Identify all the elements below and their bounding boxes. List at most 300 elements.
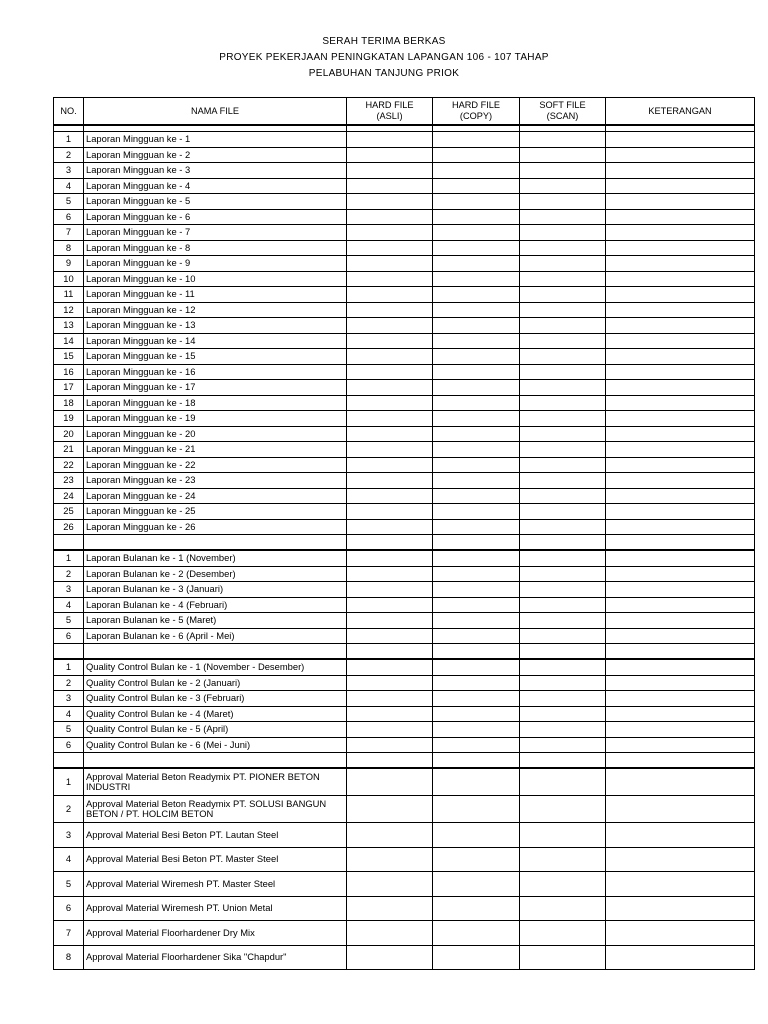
hard-file-original-cell <box>347 566 433 582</box>
soft-file-cell <box>520 582 606 598</box>
table-row <box>54 706 755 722</box>
hard-file-original-cell <box>347 597 433 613</box>
file-name: Laporan Mingguan ke - 1 <box>84 132 347 148</box>
hard-file-copy-cell <box>433 333 520 349</box>
keterangan-cell <box>606 488 755 504</box>
file-name: Approval Material Floorhardener Dry Mix <box>84 921 347 946</box>
file-name: Approval Material Wiremesh PT. Union Metal <box>84 896 347 921</box>
hard-file-copy-cell <box>433 364 520 380</box>
hard-file-copy-cell <box>433 457 520 473</box>
file-name: Laporan Mingguan ke - 6 <box>84 209 347 225</box>
hard-file-original-cell <box>347 823 433 848</box>
row-number: 10 <box>54 271 84 287</box>
document-header <box>0 34 768 82</box>
soft-file-cell <box>520 691 606 707</box>
keterangan-cell <box>606 796 755 823</box>
table-row <box>54 163 755 179</box>
file-name: Laporan Mingguan ke - 11 <box>84 287 347 303</box>
project-name: PROYEK PEKERJAAN PENINGKATAN LAPANGAN 106 - 107 TAHAP <box>219 52 549 63</box>
hard-file-original-cell <box>347 737 433 753</box>
row-number: 1 <box>54 550 84 566</box>
soft-file-cell <box>520 132 606 148</box>
keterangan-cell <box>606 240 755 256</box>
hard-file-original-cell <box>347 457 433 473</box>
table-row <box>54 659 755 675</box>
spacer-row <box>54 644 755 660</box>
column-header-hard-file-copy <box>433 98 520 126</box>
table-row <box>54 582 755 598</box>
keterangan-cell <box>606 333 755 349</box>
project-location: PELABUHAN TANJUNG PRIOK <box>308 68 460 79</box>
row-number: 3 <box>54 163 84 179</box>
row-number: 2 <box>54 147 84 163</box>
row-number: 5 <box>54 722 84 738</box>
file-name: Approval Material Beton Readymix PT. PIONER BETON INDUSTRI <box>84 768 347 796</box>
row-number: 6 <box>54 737 84 753</box>
empty-cell-name <box>84 644 347 660</box>
table-row <box>54 349 755 365</box>
empty-cell-keterangan <box>606 535 755 551</box>
hard-file-copy-cell <box>433 921 520 946</box>
file-name: Laporan Mingguan ke - 24 <box>84 488 347 504</box>
soft-file-cell <box>520 519 606 535</box>
keterangan-cell <box>606 706 755 722</box>
soft-file-cell <box>520 722 606 738</box>
column-header-soft-file <box>520 98 606 126</box>
keterangan-cell <box>606 847 755 872</box>
hard-file-copy-cell <box>433 872 520 897</box>
empty-cell-hard-copy <box>433 535 520 551</box>
file-name: Approval Material Besi Beton PT. Master Steel <box>84 847 347 872</box>
hard-file-original-cell <box>347 395 433 411</box>
empty-cell-name <box>84 535 347 551</box>
file-name: Laporan Mingguan ke - 2 <box>84 147 347 163</box>
row-number: 22 <box>54 457 84 473</box>
empty-cell-soft <box>520 644 606 660</box>
row-number: 9 <box>54 256 84 272</box>
row-number: 26 <box>54 519 84 535</box>
empty-cell-hard-copy <box>433 753 520 769</box>
row-number: 4 <box>54 847 84 872</box>
asli-label: (ASLI) <box>376 111 403 121</box>
empty-cell-keterangan <box>606 644 755 660</box>
hard-file-copy-cell <box>433 225 520 241</box>
row-number: 6 <box>54 628 84 644</box>
file-name: Laporan Bulanan ke - 2 (Desember) <box>84 566 347 582</box>
soft-file-cell <box>520 597 606 613</box>
hard-file-original-cell <box>347 722 433 738</box>
hard-file-original-cell <box>347 945 433 970</box>
file-handover-table <box>53 97 755 970</box>
keterangan-cell <box>606 271 755 287</box>
table-row <box>54 921 755 946</box>
row-number: 5 <box>54 613 84 629</box>
row-number: 1 <box>54 132 84 148</box>
hard-file-original-cell <box>347 896 433 921</box>
hard-file-copy-cell <box>433 613 520 629</box>
file-name: Laporan Mingguan ke - 26 <box>84 519 347 535</box>
row-number: 17 <box>54 380 84 396</box>
hard-file-original-cell <box>347 550 433 566</box>
keterangan-cell <box>606 945 755 970</box>
row-number: 21 <box>54 442 84 458</box>
hard-file-original-cell <box>347 519 433 535</box>
row-number: 8 <box>54 240 84 256</box>
file-name: Laporan Mingguan ke - 17 <box>84 380 347 396</box>
row-number: 3 <box>54 582 84 598</box>
table-row <box>54 287 755 303</box>
hard-file-copy-cell <box>433 582 520 598</box>
soft-file-cell <box>520 823 606 848</box>
row-number: 23 <box>54 473 84 489</box>
hard-file-label: HARD FILE <box>365 100 414 110</box>
hard-file-copy-cell <box>433 488 520 504</box>
file-name: Laporan Mingguan ke - 18 <box>84 395 347 411</box>
file-name: Laporan Mingguan ke - 25 <box>84 504 347 520</box>
row-number: 7 <box>54 225 84 241</box>
keterangan-cell <box>606 132 755 148</box>
soft-file-cell <box>520 380 606 396</box>
hard-file-original-cell <box>347 240 433 256</box>
row-number: 4 <box>54 597 84 613</box>
table-row <box>54 333 755 349</box>
hard-file-copy-cell <box>433 473 520 489</box>
row-number: 2 <box>54 675 84 691</box>
file-name: Laporan Mingguan ke - 16 <box>84 364 347 380</box>
row-number: 3 <box>54 691 84 707</box>
file-name: Laporan Bulanan ke - 1 (November) <box>84 550 347 566</box>
file-name: Laporan Mingguan ke - 13 <box>84 318 347 334</box>
file-name: Quality Control Bulan ke - 2 (Januari) <box>84 675 347 691</box>
table-body <box>54 125 755 970</box>
empty-cell-hard-asli <box>347 753 433 769</box>
copy-label: (COPY) <box>459 111 493 121</box>
soft-file-cell <box>520 457 606 473</box>
row-number: 1 <box>54 768 84 796</box>
soft-file-cell <box>520 921 606 946</box>
table-row <box>54 613 755 629</box>
soft-file-cell <box>520 209 606 225</box>
table-row <box>54 896 755 921</box>
file-name: Laporan Mingguan ke - 22 <box>84 457 347 473</box>
hard-file-label: HARD FILE <box>452 100 500 110</box>
keterangan-cell <box>606 318 755 334</box>
soft-file-cell <box>520 411 606 427</box>
table-row <box>54 628 755 644</box>
hard-file-original-cell <box>347 796 433 823</box>
file-name: Approval Material Wiremesh PT. Master Steel <box>84 872 347 897</box>
soft-file-cell <box>520 872 606 897</box>
hard-file-copy-cell <box>433 302 520 318</box>
hard-file-copy-cell <box>433 426 520 442</box>
table-row <box>54 872 755 897</box>
soft-file-cell <box>520 945 606 970</box>
keterangan-cell <box>606 395 755 411</box>
hard-file-original-cell <box>347 287 433 303</box>
table-row <box>54 945 755 970</box>
table-row <box>54 225 755 241</box>
row-number: 6 <box>54 209 84 225</box>
table-row <box>54 457 755 473</box>
table-row <box>54 566 755 582</box>
file-name: Laporan Mingguan ke - 9 <box>84 256 347 272</box>
row-number: 2 <box>54 566 84 582</box>
hard-file-copy-cell <box>433 271 520 287</box>
file-name: Laporan Mingguan ke - 3 <box>84 163 347 179</box>
soft-file-cell <box>520 613 606 629</box>
row-number: 19 <box>54 411 84 427</box>
keterangan-cell <box>606 194 755 210</box>
file-name: Laporan Mingguan ke - 20 <box>84 426 347 442</box>
column-header-no: NO. <box>54 98 84 126</box>
hard-file-copy-cell <box>433 411 520 427</box>
hard-file-original-cell <box>347 628 433 644</box>
soft-file-cell <box>520 659 606 675</box>
hard-file-copy-cell <box>433 597 520 613</box>
hard-file-copy-cell <box>433 896 520 921</box>
file-name: Laporan Mingguan ke - 14 <box>84 333 347 349</box>
row-number: 15 <box>54 349 84 365</box>
soft-file-cell <box>520 364 606 380</box>
column-header-name: NAMA FILE <box>84 98 347 126</box>
row-number: 3 <box>54 823 84 848</box>
spacer-row <box>54 753 755 769</box>
keterangan-cell <box>606 768 755 796</box>
row-number: 16 <box>54 364 84 380</box>
table-row <box>54 504 755 520</box>
table-header-row <box>54 98 755 126</box>
file-name: Quality Control Bulan ke - 4 (Maret) <box>84 706 347 722</box>
table-row <box>54 722 755 738</box>
hard-file-original-cell <box>347 504 433 520</box>
hard-file-original-cell <box>347 349 433 365</box>
file-name: Quality Control Bulan ke - 3 (Februari) <box>84 691 347 707</box>
file-name: Laporan Mingguan ke - 7 <box>84 225 347 241</box>
file-name: Laporan Mingguan ke - 23 <box>84 473 347 489</box>
keterangan-cell <box>606 364 755 380</box>
hard-file-copy-cell <box>433 796 520 823</box>
hard-file-original-cell <box>347 271 433 287</box>
hard-file-copy-cell <box>433 442 520 458</box>
hard-file-original-cell <box>347 473 433 489</box>
table-row <box>54 426 755 442</box>
soft-file-cell <box>520 225 606 241</box>
keterangan-cell <box>606 225 755 241</box>
soft-file-cell <box>520 240 606 256</box>
table-row <box>54 796 755 823</box>
keterangan-cell <box>606 675 755 691</box>
hard-file-copy-cell <box>433 945 520 970</box>
soft-file-cell <box>520 550 606 566</box>
empty-cell-hard-asli <box>347 535 433 551</box>
table-row <box>54 473 755 489</box>
file-name: Quality Control Bulan ke - 6 (Mei - Juni) <box>84 737 347 753</box>
soft-file-cell <box>520 271 606 287</box>
table-row <box>54 271 755 287</box>
hard-file-copy-cell <box>433 768 520 796</box>
table-row <box>54 380 755 396</box>
keterangan-cell <box>606 691 755 707</box>
file-name: Approval Material Floorhardener Sika "Chapdur" <box>84 945 347 970</box>
hard-file-copy-cell <box>433 659 520 675</box>
file-name: Laporan Bulanan ke - 4 (Februari) <box>84 597 347 613</box>
hard-file-original-cell <box>347 442 433 458</box>
keterangan-cell <box>606 896 755 921</box>
hard-file-copy-cell <box>433 209 520 225</box>
hard-file-copy-cell <box>433 675 520 691</box>
table-row <box>54 411 755 427</box>
soft-file-cell <box>520 147 606 163</box>
keterangan-cell <box>606 872 755 897</box>
file-name: Laporan Bulanan ke - 5 (Maret) <box>84 613 347 629</box>
table-row <box>54 302 755 318</box>
hard-file-original-cell <box>347 768 433 796</box>
keterangan-cell <box>606 209 755 225</box>
soft-file-cell <box>520 178 606 194</box>
table-row <box>54 550 755 566</box>
hard-file-copy-cell <box>433 287 520 303</box>
soft-file-cell <box>520 395 606 411</box>
keterangan-cell <box>606 613 755 629</box>
empty-cell-soft <box>520 753 606 769</box>
hard-file-original-cell <box>347 147 433 163</box>
file-name: Quality Control Bulan ke - 5 (April) <box>84 722 347 738</box>
empty-cell-hard-asli <box>347 644 433 660</box>
row-number: 7 <box>54 921 84 946</box>
keterangan-cell <box>606 519 755 535</box>
table-row <box>54 442 755 458</box>
table-row <box>54 737 755 753</box>
hard-file-copy-cell <box>433 147 520 163</box>
table-row <box>54 823 755 848</box>
empty-cell-hard-copy <box>433 644 520 660</box>
soft-file-cell <box>520 737 606 753</box>
table-row <box>54 597 755 613</box>
table-row <box>54 194 755 210</box>
hard-file-original-cell <box>347 256 433 272</box>
empty-cell-name <box>84 753 347 769</box>
hard-file-copy-cell <box>433 132 520 148</box>
table-row <box>54 364 755 380</box>
hard-file-copy-cell <box>433 504 520 520</box>
keterangan-cell <box>606 550 755 566</box>
hard-file-original-cell <box>347 318 433 334</box>
table-row <box>54 147 755 163</box>
soft-file-cell <box>520 163 606 179</box>
file-name: Laporan Mingguan ke - 5 <box>84 194 347 210</box>
hard-file-copy-cell <box>433 318 520 334</box>
row-number: 1 <box>54 659 84 675</box>
row-number: 24 <box>54 488 84 504</box>
soft-file-cell <box>520 442 606 458</box>
table-row <box>54 395 755 411</box>
hard-file-original-cell <box>347 675 433 691</box>
soft-file-cell <box>520 302 606 318</box>
hard-file-original-cell <box>347 163 433 179</box>
keterangan-cell <box>606 163 755 179</box>
soft-file-cell <box>520 349 606 365</box>
hard-file-copy-cell <box>433 519 520 535</box>
row-number: 14 <box>54 333 84 349</box>
table-row <box>54 132 755 148</box>
hard-file-copy-cell <box>433 823 520 848</box>
hard-file-original-cell <box>347 178 433 194</box>
table-row <box>54 691 755 707</box>
scan-label: (SCAN) <box>546 111 579 121</box>
hard-file-original-cell <box>347 209 433 225</box>
hard-file-original-cell <box>347 225 433 241</box>
table-row <box>54 675 755 691</box>
row-number: 4 <box>54 706 84 722</box>
row-number: 5 <box>54 872 84 897</box>
row-number: 25 <box>54 504 84 520</box>
column-header-keterangan: KETERANGAN <box>606 98 755 126</box>
hard-file-original-cell <box>347 364 433 380</box>
soft-file-cell <box>520 194 606 210</box>
keterangan-cell <box>606 473 755 489</box>
empty-cell-no <box>54 753 84 769</box>
row-number: 6 <box>54 896 84 921</box>
hard-file-original-cell <box>347 691 433 707</box>
keterangan-cell <box>606 566 755 582</box>
row-number: 13 <box>54 318 84 334</box>
soft-file-cell <box>520 504 606 520</box>
hard-file-original-cell <box>347 302 433 318</box>
row-number: 18 <box>54 395 84 411</box>
hard-file-original-cell <box>347 411 433 427</box>
keterangan-cell <box>606 457 755 473</box>
keterangan-cell <box>606 504 755 520</box>
row-number: 2 <box>54 796 84 823</box>
hard-file-original-cell <box>347 426 433 442</box>
row-number: 4 <box>54 178 84 194</box>
hard-file-copy-cell <box>433 566 520 582</box>
hard-file-original-cell <box>347 706 433 722</box>
file-name: Quality Control Bulan ke - 1 (November - Desember) <box>84 659 347 675</box>
hard-file-original-cell <box>347 613 433 629</box>
keterangan-cell <box>606 178 755 194</box>
keterangan-cell <box>606 349 755 365</box>
soft-file-cell <box>520 426 606 442</box>
row-number: 12 <box>54 302 84 318</box>
hard-file-original-cell <box>347 847 433 872</box>
file-name: Laporan Mingguan ke - 4 <box>84 178 347 194</box>
hard-file-copy-cell <box>433 240 520 256</box>
table-row <box>54 240 755 256</box>
hard-file-original-cell <box>347 582 433 598</box>
soft-file-cell <box>520 796 606 823</box>
hard-file-copy-cell <box>433 256 520 272</box>
keterangan-cell <box>606 921 755 946</box>
keterangan-cell <box>606 722 755 738</box>
keterangan-cell <box>606 582 755 598</box>
keterangan-cell <box>606 256 755 272</box>
keterangan-cell <box>606 659 755 675</box>
row-number: 20 <box>54 426 84 442</box>
hard-file-original-cell <box>347 194 433 210</box>
soft-file-cell <box>520 488 606 504</box>
hard-file-copy-cell <box>433 628 520 644</box>
hard-file-original-cell <box>347 380 433 396</box>
hard-file-original-cell <box>347 659 433 675</box>
row-number: 8 <box>54 945 84 970</box>
keterangan-cell <box>606 442 755 458</box>
empty-cell-soft <box>520 535 606 551</box>
hard-file-copy-cell <box>433 737 520 753</box>
keterangan-cell <box>606 287 755 303</box>
soft-file-cell <box>520 318 606 334</box>
keterangan-cell <box>606 302 755 318</box>
